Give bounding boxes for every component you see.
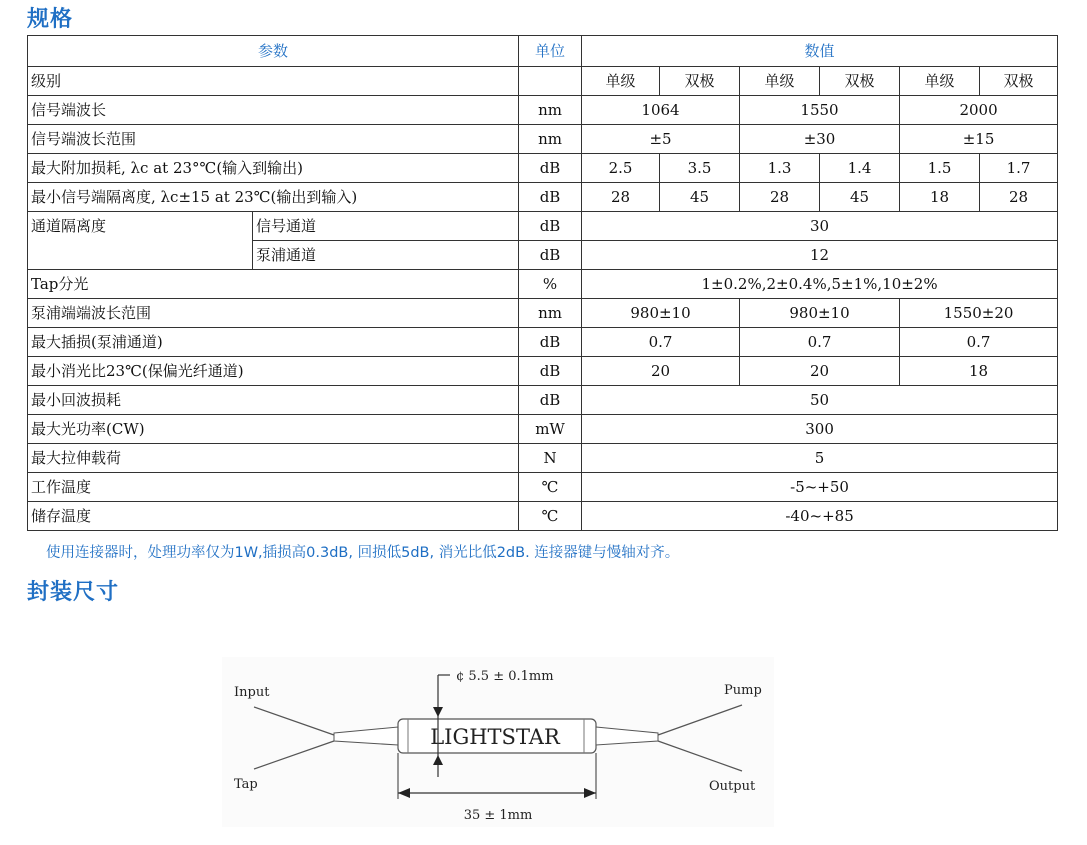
row-param: 最小信号端隔离度, λc±15 at 23℃(输出到输入) xyxy=(28,183,519,212)
row-value: 18 xyxy=(900,183,980,212)
table-row xyxy=(28,299,1058,328)
table-row xyxy=(28,386,1058,415)
row-param: 最大拉伸载荷 xyxy=(28,444,519,473)
package-heading: 封装尺寸 xyxy=(27,580,120,605)
row-unit: dB xyxy=(519,357,582,386)
row-unit: nm xyxy=(519,96,582,125)
brand-text: LIGHTSTAR xyxy=(430,725,560,749)
table-row xyxy=(28,415,1058,444)
row-value: 300 xyxy=(582,415,1058,444)
row-value: 1.7 xyxy=(980,154,1058,183)
row-param: 最大光功率(CW) xyxy=(28,415,519,444)
grade-cell: 单级 xyxy=(900,67,980,96)
row-param: 工作温度 xyxy=(28,473,519,502)
row-value: ±30 xyxy=(740,125,900,154)
row-value: 12 xyxy=(582,241,1058,270)
row-unit: dB xyxy=(519,183,582,212)
row-value: 1550±20 xyxy=(900,299,1058,328)
row-value: 980±10 xyxy=(582,299,740,328)
diameter-label: ¢ 5.5 ± 0.1mm xyxy=(456,669,554,684)
row-value: 1±0.2%,2±0.4%,5±1%,10±2% xyxy=(582,270,1058,299)
row-unit: nm xyxy=(519,299,582,328)
grade-unit xyxy=(519,67,582,96)
table-row xyxy=(28,444,1058,473)
row-value: 0.7 xyxy=(740,328,900,357)
row-param: 信号端波长范围 xyxy=(28,125,519,154)
row-unit: dB xyxy=(519,328,582,357)
grade-cell: 双极 xyxy=(660,67,740,96)
row-value: 30 xyxy=(582,212,1058,241)
row-param: 最小回波损耗 xyxy=(28,386,519,415)
grade-label: 级别 xyxy=(28,67,519,96)
row-unit: dB xyxy=(519,212,582,241)
table-row xyxy=(28,125,1058,154)
row-value: ±5 xyxy=(582,125,740,154)
row-subparam: 泵浦通道 xyxy=(253,241,519,270)
row-param: 最小消光比23℃(保偏光纤通道) xyxy=(28,357,519,386)
row-value: 50 xyxy=(582,386,1058,415)
table-row xyxy=(28,154,1058,183)
grade-cell: 双极 xyxy=(820,67,900,96)
table-row xyxy=(28,502,1058,531)
row-value: 28 xyxy=(980,183,1058,212)
header-unit: 单位 xyxy=(519,36,582,67)
row-value: 1.5 xyxy=(900,154,980,183)
row-value: 28 xyxy=(582,183,660,212)
label-output: Output xyxy=(709,779,756,794)
row-unit: mW xyxy=(519,415,582,444)
row-value: ±15 xyxy=(900,125,1058,154)
row-value: 45 xyxy=(660,183,740,212)
row-value: 1.4 xyxy=(820,154,900,183)
grade-cell: 单级 xyxy=(582,67,660,96)
row-subparam: 信号通道 xyxy=(253,212,519,241)
row-value: 3.5 xyxy=(660,154,740,183)
table-row xyxy=(28,183,1058,212)
table-row xyxy=(28,357,1058,386)
row-value: 20 xyxy=(582,357,740,386)
row-param: 通道隔离度 xyxy=(28,212,253,270)
row-value: 18 xyxy=(900,357,1058,386)
spec-heading: 规格 xyxy=(27,7,74,32)
row-value: 2.5 xyxy=(582,154,660,183)
row-param: Tap分光 xyxy=(28,270,519,299)
row-value: -40~+85 xyxy=(582,502,1058,531)
row-unit: % xyxy=(519,270,582,299)
row-unit: ℃ xyxy=(519,502,582,531)
row-value: 20 xyxy=(740,357,900,386)
row-value: 0.7 xyxy=(900,328,1058,357)
row-value: 28 xyxy=(740,183,820,212)
table-row xyxy=(28,212,1058,241)
row-unit: dB xyxy=(519,154,582,183)
row-param: 信号端波长 xyxy=(28,96,519,125)
header-value: 数值 xyxy=(582,36,1058,67)
row-value: 980±10 xyxy=(740,299,900,328)
table-row xyxy=(28,270,1058,299)
table-row xyxy=(28,473,1058,502)
table-row xyxy=(28,96,1058,125)
row-unit: dB xyxy=(519,386,582,415)
row-value: 1.3 xyxy=(740,154,820,183)
row-value: 5 xyxy=(582,444,1058,473)
row-param: 最大附加损耗, λc at 23°℃(输入到输出) xyxy=(28,154,519,183)
row-value: -5~+50 xyxy=(582,473,1058,502)
spec-table xyxy=(27,35,1058,531)
row-value: 45 xyxy=(820,183,900,212)
row-value: 1064 xyxy=(582,96,740,125)
header-param: 参数 xyxy=(28,36,519,67)
grade-cell: 单级 xyxy=(740,67,820,96)
table-row xyxy=(28,328,1058,357)
row-unit: N xyxy=(519,444,582,473)
label-tap: Tap xyxy=(234,777,258,792)
row-param: 储存温度 xyxy=(28,502,519,531)
label-input: Input xyxy=(234,685,270,700)
row-value: 2000 xyxy=(900,96,1058,125)
row-unit: ℃ xyxy=(519,473,582,502)
row-value: 1550 xyxy=(740,96,900,125)
label-pump: Pump xyxy=(724,683,762,698)
row-unit: nm xyxy=(519,125,582,154)
row-param: 泵浦端端波长范围 xyxy=(28,299,519,328)
package-drawing xyxy=(222,657,774,827)
row-unit: dB xyxy=(519,241,582,270)
length-label: 35 ± 1mm xyxy=(463,808,533,823)
row-param: 最大插损(泵浦通道) xyxy=(28,328,519,357)
grade-cell: 双极 xyxy=(980,67,1058,96)
row-value: 0.7 xyxy=(582,328,740,357)
package-diagram xyxy=(222,657,774,827)
usage-note: 使用连接器时，处理功率仅为1W,插损高0.3dB, 回损低5dB, 消光比低2dB. 连接器键与慢轴对齐。 xyxy=(46,545,680,561)
